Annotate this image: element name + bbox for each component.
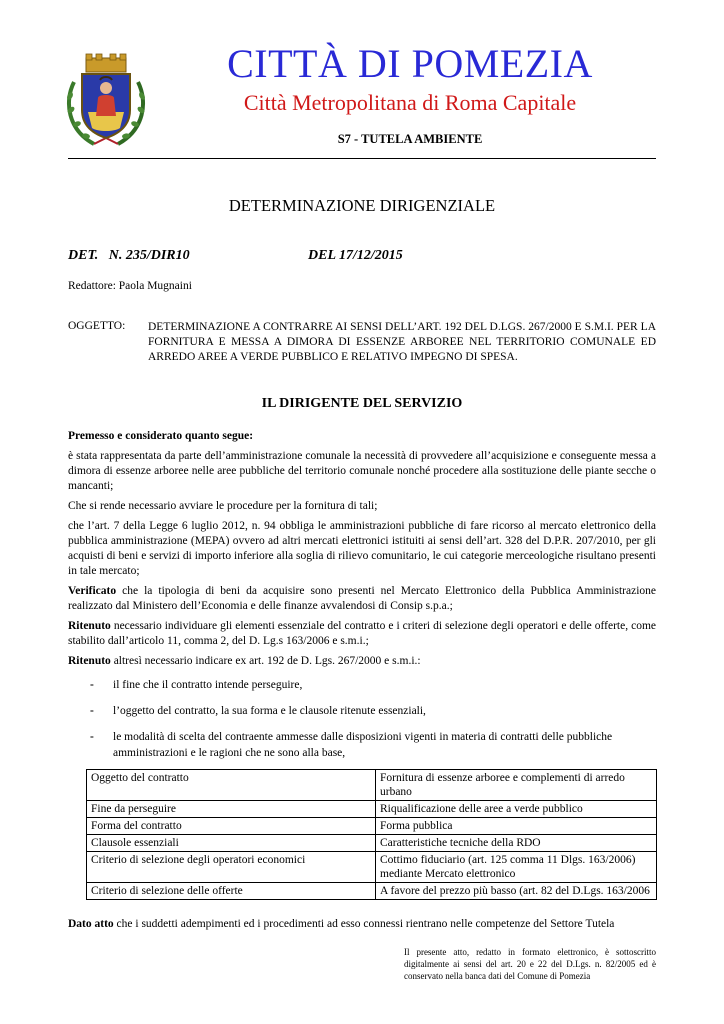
table-cell-label: Criterio di selezione delle offerte: [87, 883, 376, 900]
paragraph-text: che i suddetti adempimenti ed i procedimenti ad esso connessi rientrano nelle competenze del Settore Tutela: [113, 918, 615, 930]
section-heading: IL DIRIGENTE DEL SERVIZIO: [261, 396, 463, 411]
header-divider: [68, 158, 656, 159]
sector-label: S7 - TUTELA AMBIENTE: [337, 132, 483, 146]
paragraph-lead: Dato atto: [68, 918, 114, 930]
table-row: [87, 835, 657, 852]
city-subtitle: Città Metropolitana di Roma Capitale: [243, 90, 577, 115]
list-item-text: il fine che il contratto intende perseguire,: [113, 679, 303, 691]
premise-heading: [68, 429, 656, 444]
paragraph: [68, 619, 656, 649]
paragraph-lead: Ritenuto: [68, 620, 111, 632]
table-cell-value: Forma pubblica: [376, 818, 657, 835]
bullet-marker: -: [90, 705, 94, 717]
paragraph-lead: Verificato: [68, 585, 117, 597]
subject-text: DETERMINAZIONE A CONTRARRE AI SENSI DELL’ART. 192 DEL D.LGS. 267/2000 E S.M.I. PER LA FORNITURA E MESSA A DIMORA DI ESSENZE ARBOREE NEL TERRITORIO COMUNALE ED ARREDO AREE A VERDE PUBBLICO E RELATIVO IMPEGNO DI SPESA.: [148, 321, 656, 363]
city-title: CITTÀ DI POMEZIA: [227, 41, 593, 86]
table-cell-label: Clausole essenziali: [87, 835, 376, 852]
list-item: [68, 729, 656, 761]
closing-paragraph: [68, 918, 656, 930]
editor-line: Redattore: Paola Mugnaini: [68, 280, 192, 292]
paragraph: [68, 654, 656, 669]
table-row: [87, 883, 657, 900]
paragraph-lead: Ritenuto: [68, 655, 111, 667]
coat-of-arms-icon: [60, 52, 152, 152]
digital-signature-note: Il presente atto, redatto in formato elettronico, è sottoscritto digitalmente ai sensi del art. 20 e 22 del D.Lgs. n. 82/2005 ed è conservato nella banca dati del Comune di Pomezia: [404, 947, 656, 981]
table-cell-value: Cottimo fiduciario (art. 125 comma 11 Dlgs. 163/2006) mediante Mercato elettronico: [376, 852, 657, 883]
list-item: [68, 677, 656, 693]
determination-number: DET. N. 235/DIR10: [68, 248, 190, 263]
list-item-text: l’oggetto del contratto, la sua forma e le clausole ritenute essenziali,: [113, 705, 426, 717]
table-row: [87, 801, 657, 818]
bullet-marker: -: [90, 731, 94, 743]
table-cell-label: Oggetto del contratto: [87, 770, 376, 801]
contract-table: [86, 769, 657, 900]
paragraph: [68, 584, 656, 614]
list-item: [68, 703, 656, 719]
table-cell-value: Riqualificazione delle aree a verde pubblico: [376, 801, 657, 818]
table-row: [87, 852, 657, 883]
paragraph-text: altresì necessario indicare ex art. 192 de D. Lgs. 267/2000 e s.m.i.:: [110, 655, 421, 667]
table-cell-label: Criterio di selezione degli operatori economici: [87, 852, 376, 883]
paragraph-text: che la tipologia di beni da acquisire sono presenti nel Mercato Elettronico della Pubblica Amministrazione realizzato dal Ministero dell’Economia e delle finanze avvalendosi di Consip s.p.a.;: [68, 585, 656, 612]
paragraph-text: necessario individuare gli elementi essenziale del contratto e i criteri di selezione degli operatori e delle offerte, come stabilito dall’articolo 11, comma 2, del D. Lg.s 163/2006 e s.m.i.;: [68, 620, 656, 647]
subject-label: OGGETTO:: [68, 320, 126, 332]
list-item-text: le modalità di scelta del contraente ammesse dalle disposizioni vigenti in materia di contratti delle pubbliche amministrazioni e le ragioni che ne sono alla base,: [113, 731, 613, 759]
paragraph: che l’art. 7 della Legge 6 luglio 2012, n. 94 obbliga le amministrazioni pubbliche di fare ricorso al mercato elettronico della pubblica amministrazione (MEPA) ovvero ad altri mercati elettronici istituiti ai sensi dell’art. 328 del D.P.R. 207/2010, per gli acquisti di beni e servizi di importo inferiore alla soglia di rilievo comunitario, le cui categorie merceologiche risultano presenti in tale mercato;: [68, 520, 656, 577]
table-cell-value: Fornitura di essenze arboree e complementi di arredo urbano: [376, 770, 657, 801]
bullet-list: [68, 677, 656, 761]
table-cell-label: Forma del contratto: [87, 818, 376, 835]
paragraph: Che si rende necessario avviare le procedure per la fornitura di tali;: [68, 500, 378, 512]
paragraph: è stata rappresentata da parte dell’amministrazione comunale la necessità di provvedere all’acquisizione e conseguente messa a dimora di essenze arboree nelle aree pubbliche del territorio comunale nonché procedere alla sostituzione delle piante secche o mancanti;: [68, 450, 656, 492]
table-cell-value: A favore del prezzo più basso (art. 82 del D.Lgs. 163/2006: [376, 883, 657, 900]
determination-date: DEL 17/12/2015: [308, 248, 403, 263]
table-cell-value: Caratteristiche tecniche della RDO: [376, 835, 657, 852]
document-type: DETERMINAZIONE DIRIGENZIALE: [228, 196, 496, 215]
table-row: [87, 770, 657, 801]
bullet-marker: -: [90, 679, 94, 691]
table-cell-label: Fine da perseguire: [87, 801, 376, 818]
document-body: [68, 429, 656, 771]
table-row: [87, 818, 657, 835]
premise-heading-text: Premesso e considerato quanto segue:: [68, 430, 254, 442]
